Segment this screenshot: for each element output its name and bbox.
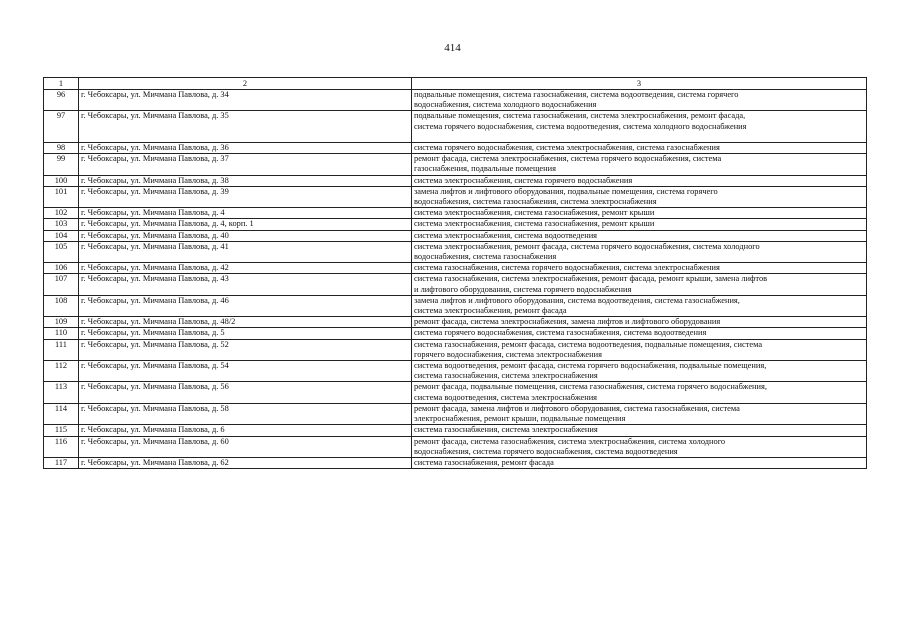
systems-cell (412, 339, 867, 360)
address-cell: г. Чебоксары, ул. Мичмана Павлова, д. 41 (79, 241, 412, 262)
row-number-cell: 109 (44, 317, 79, 328)
address-cell: г. Чебоксары, ул. Мичмана Павлова, д. 4 (79, 208, 412, 219)
table-row (44, 436, 867, 457)
systems-line: система электроснабжения, ремонт фасада (414, 306, 567, 316)
systems-line: водоснабжения, система газоснабжения, система электроснабжения (414, 197, 657, 207)
systems-line: система электроснабжения, система газоснабжения, ремонт крыши (414, 208, 655, 218)
systems-cell (412, 154, 867, 175)
systems-line: водоснабжения, система газоснабжения (414, 252, 557, 262)
table-row (44, 382, 867, 403)
systems-cell (412, 208, 867, 219)
table-row (44, 403, 867, 424)
row-number-cell: 116 (44, 436, 79, 457)
systems-cell (412, 317, 867, 328)
column-header-address: 2 (79, 78, 412, 90)
systems-cell (412, 457, 867, 468)
systems-line: система электроснабжения, система газоснабжения, ремонт крыши (414, 219, 655, 229)
systems-line: ремонт фасада, система электроснабжения, замена лифтов и лифтового оборудования (414, 317, 721, 327)
address-cell: г. Чебоксары, ул. Мичмана Павлова, д. 60 (79, 436, 412, 457)
systems-line: система горячего водоснабжения, система газоснабжения, система водоотведения (414, 328, 707, 338)
row-number-cell: 100 (44, 175, 79, 186)
systems-line: система водоотведения, ремонт фасада, система горячего водоснабжения, подвальные помещения, (414, 361, 767, 371)
column-header-number: 1 (44, 78, 79, 90)
address-cell: г. Чебоксары, ул. Мичмана Павлова, д. 62 (79, 457, 412, 468)
table-row (44, 219, 867, 230)
row-number-cell: 115 (44, 425, 79, 436)
systems-line: ремонт фасада, замена лифтов и лифтового оборудования, система газоснабжения, система (414, 403, 740, 413)
systems-line: водоснабжения, система горячего водоснабжения, система водоотведения (414, 446, 678, 456)
systems-line: система газоснабжения, система электроснабжения, ремонт фасада, ремонт крыши, замена лифтов (414, 274, 768, 284)
systems-line: замена лифтов и лифтового оборудования, подвальные помещения, система горячего (414, 186, 718, 196)
systems-line: газоснабжения, подвальные помещения (414, 164, 556, 174)
row-number-cell: 96 (44, 90, 79, 111)
systems-line: ремонт фасада, система газоснабжения, система электроснабжения, система холодного (414, 436, 726, 446)
registry-table (43, 77, 867, 469)
row-number-cell: 107 (44, 274, 79, 295)
systems-cell (412, 295, 867, 316)
address-cell: г. Чебоксары, ул. Мичмана Павлова, д. 48/2 (79, 317, 412, 328)
address-cell: г. Чебоксары, ул. Мичмана Павлова, д. 52 (79, 339, 412, 360)
row-number-cell: 113 (44, 382, 79, 403)
table-row (44, 339, 867, 360)
systems-cell (412, 436, 867, 457)
address-cell: г. Чебоксары, ул. Мичмана Павлова, д. 35 (79, 111, 412, 143)
systems-cell (412, 111, 867, 143)
column-header-systems: 3 (412, 78, 867, 90)
address-cell: г. Чебоксары, ул. Мичмана Павлова, д. 40 (79, 230, 412, 241)
page-number: 414 (444, 42, 461, 54)
row-number-cell: 101 (44, 186, 79, 207)
address-cell: г. Чебоксары, ул. Мичмана Павлова, д. 34 (79, 90, 412, 111)
table-row (44, 263, 867, 274)
row-number-cell: 114 (44, 403, 79, 424)
row-number-cell: 97 (44, 111, 79, 143)
row-number-cell: 108 (44, 295, 79, 316)
table-row (44, 295, 867, 316)
table-row (44, 317, 867, 328)
table-row (44, 361, 867, 382)
systems-line: ремонт фасада, система электроснабжения, система горячего водоснабжения, система (414, 154, 722, 164)
address-cell: г. Чебоксары, ул. Мичмана Павлова, д. 37 (79, 154, 412, 175)
systems-line: система газоснабжения, ремонт фасада (414, 457, 554, 467)
systems-line (414, 132, 864, 142)
table-row (44, 457, 867, 468)
systems-line: и лифтового оборудования, система горячего водоснабжения (414, 284, 632, 294)
systems-line: подвальные помещения, система газоснабжения, система электроснабжения, ремонт фасада, (414, 111, 746, 121)
row-number-cell: 103 (44, 219, 79, 230)
systems-cell (412, 143, 867, 154)
systems-line: электроснабжения, ремонт крыши, подвальные помещения (414, 414, 626, 424)
row-number-cell: 98 (44, 143, 79, 154)
address-cell: г. Чебоксары, ул. Мичмана Павлова, д. 56 (79, 382, 412, 403)
systems-cell (412, 328, 867, 339)
systems-line: система электроснабжения, ремонт фасада, система горячего водоснабжения, система холодного (414, 241, 760, 251)
row-number-cell: 111 (44, 339, 79, 360)
systems-cell (412, 175, 867, 186)
row-number-cell: 117 (44, 457, 79, 468)
systems-cell (412, 403, 867, 424)
table-row (44, 143, 867, 154)
table-row (44, 90, 867, 111)
table-row (44, 154, 867, 175)
systems-cell (412, 263, 867, 274)
table-row (44, 111, 867, 143)
row-number-cell: 99 (44, 154, 79, 175)
systems-cell (412, 382, 867, 403)
address-cell: г. Чебоксары, ул. Мичмана Павлова, д. 42 (79, 263, 412, 274)
systems-line: система газоснабжения, ремонт фасада, система водоотведения, подвальные помещения, система (414, 339, 763, 349)
row-number-cell: 106 (44, 263, 79, 274)
row-number-cell: 112 (44, 361, 79, 382)
table-row (44, 425, 867, 436)
table-header-row (44, 78, 867, 90)
systems-line: ремонт фасада, подвальные помещения, система газоснабжения, система горячего водоснабжения, (414, 382, 767, 392)
address-cell: г. Чебоксары, ул. Мичмана Павлова, д. 54 (79, 361, 412, 382)
systems-line: горячего водоснабжения, система электроснабжения (414, 349, 602, 359)
systems-line: система электроснабжения, система горячего водоснабжения (414, 175, 633, 185)
systems-line: система горячего водоснабжения, система электроснабжения, система газоснабжения (414, 143, 720, 153)
table-row (44, 230, 867, 241)
address-cell: г. Чебоксары, ул. Мичмана Павлова, д. 43 (79, 274, 412, 295)
row-number-cell: 110 (44, 328, 79, 339)
systems-line: система газоснабжения, система электроснабжения (414, 425, 598, 435)
address-cell: г. Чебоксары, ул. Мичмана Павлова, д. 58 (79, 403, 412, 424)
table-row (44, 186, 867, 207)
systems-cell (412, 90, 867, 111)
table-body (44, 90, 867, 469)
systems-line: система горячего водоснабжения, система водоотведения, система холодного водоснабжения (414, 121, 747, 131)
systems-cell (412, 361, 867, 382)
table-row (44, 274, 867, 295)
address-cell: г. Чебоксары, ул. Мичмана Павлова, д. 46 (79, 295, 412, 316)
table-row (44, 175, 867, 186)
address-cell: г. Чебоксары, ул. Мичмана Павлова, д. 6 (79, 425, 412, 436)
systems-cell (412, 230, 867, 241)
address-cell: г. Чебоксары, ул. Мичмана Павлова, д. 39 (79, 186, 412, 207)
address-cell: г. Чебоксары, ул. Мичмана Павлова, д. 36 (79, 143, 412, 154)
systems-cell (412, 274, 867, 295)
systems-line: система водоотведения, система электроснабжения (414, 392, 598, 402)
address-cell: г. Чебоксары, ул. Мичмана Павлова, д. 5 (79, 328, 412, 339)
row-number-cell: 104 (44, 230, 79, 241)
systems-line: система электроснабжения, система водоотведения (414, 230, 598, 240)
table-row (44, 208, 867, 219)
systems-line: замена лифтов и лифтового оборудования, система водоотведения, система газоснабжения, (414, 295, 740, 305)
row-number-cell: 105 (44, 241, 79, 262)
systems-cell (412, 425, 867, 436)
systems-line: система газоснабжения, система электроснабжения (414, 371, 598, 381)
systems-cell (412, 219, 867, 230)
systems-cell (412, 186, 867, 207)
systems-cell (412, 241, 867, 262)
systems-line: водоснабжения, система холодного водоснабжения (414, 100, 597, 110)
table-row (44, 241, 867, 262)
systems-line: подвальные помещения, система газоснабжения, система водоотведения, система горячего (414, 90, 739, 99)
systems-line: система газоснабжения, система горячего водоснабжения, система электроснабжения (414, 263, 720, 273)
address-cell: г. Чебоксары, ул. Мичмана Павлова, д. 4, корп. 1 (79, 219, 412, 230)
table-row (44, 328, 867, 339)
row-number-cell: 102 (44, 208, 79, 219)
address-cell: г. Чебоксары, ул. Мичмана Павлова, д. 38 (79, 175, 412, 186)
